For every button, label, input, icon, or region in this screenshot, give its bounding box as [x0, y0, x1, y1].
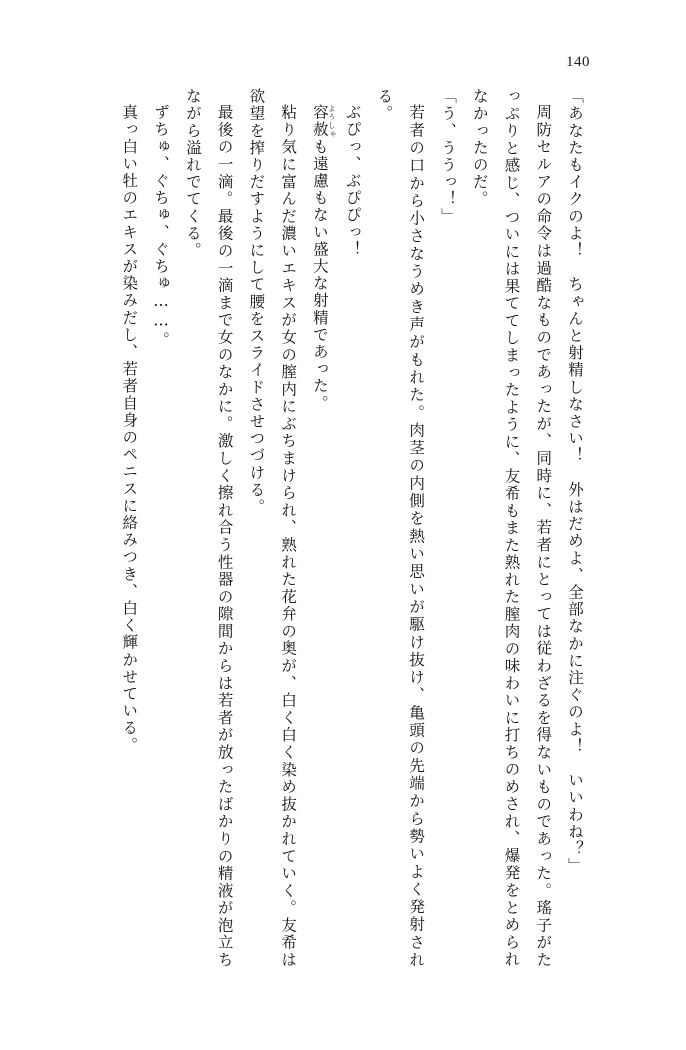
page-number: 140: [566, 54, 590, 70]
paragraph: 「う、ううっ！」: [438, 88, 457, 225]
paragraph: 若者の口から小さなうめき声がもれた。肉茎の内側を熱い思いが駆け抜け、亀頭の先端から勢いよく発射される。: [375, 88, 426, 968]
paragraph: 「あなたもイクのよ！ ちゃんと射精しなさい！ 外はだめよ、全部なかに注ぐのよ！ いいわね？」: [566, 88, 584, 875]
paragraph: 周防セルアの命令は過酷なものであったが、同時に、若者にとっては従わざるを得ないものであった。瑤子がたっぷりと感じ、ついには果ててしまったように、友希もまた熟れた膣肉の味わいに打ちのめされ、爆発をとめられなかったのだ。: [470, 88, 553, 968]
paragraph: 粘り気に富んだ濃いエキスが女の膣内にぶちまけられ、熟れた花弁の奥が、白く白く染め抜かれていく。友希は欲望を搾りだすようにして腰をスライドさせつづける。: [247, 88, 298, 968]
paragraph: 真っ白い牡のエキスが染みだし、若者自身のペニスに絡みつき、白く輝かせている。: [120, 103, 139, 754]
paragraph: ぶぴっ、ぶぴぴっ！: [343, 103, 362, 258]
paragraph-with-ruby: 容赦ようしゃも遠慮もない盛大な射精であった。: [310, 103, 337, 412]
page-body-text: [40, 88, 590, 968]
paragraph: ずちゅ、ぐちゅ、ぐちゅ……。: [152, 103, 171, 348]
paragraph: 最後の一滴。最後の一滴まで女のなかに。激しく擦れ合う性器の隙間からは若者が放ったばかりの精液が泡立ちながら溢れでてくる。: [183, 88, 234, 968]
